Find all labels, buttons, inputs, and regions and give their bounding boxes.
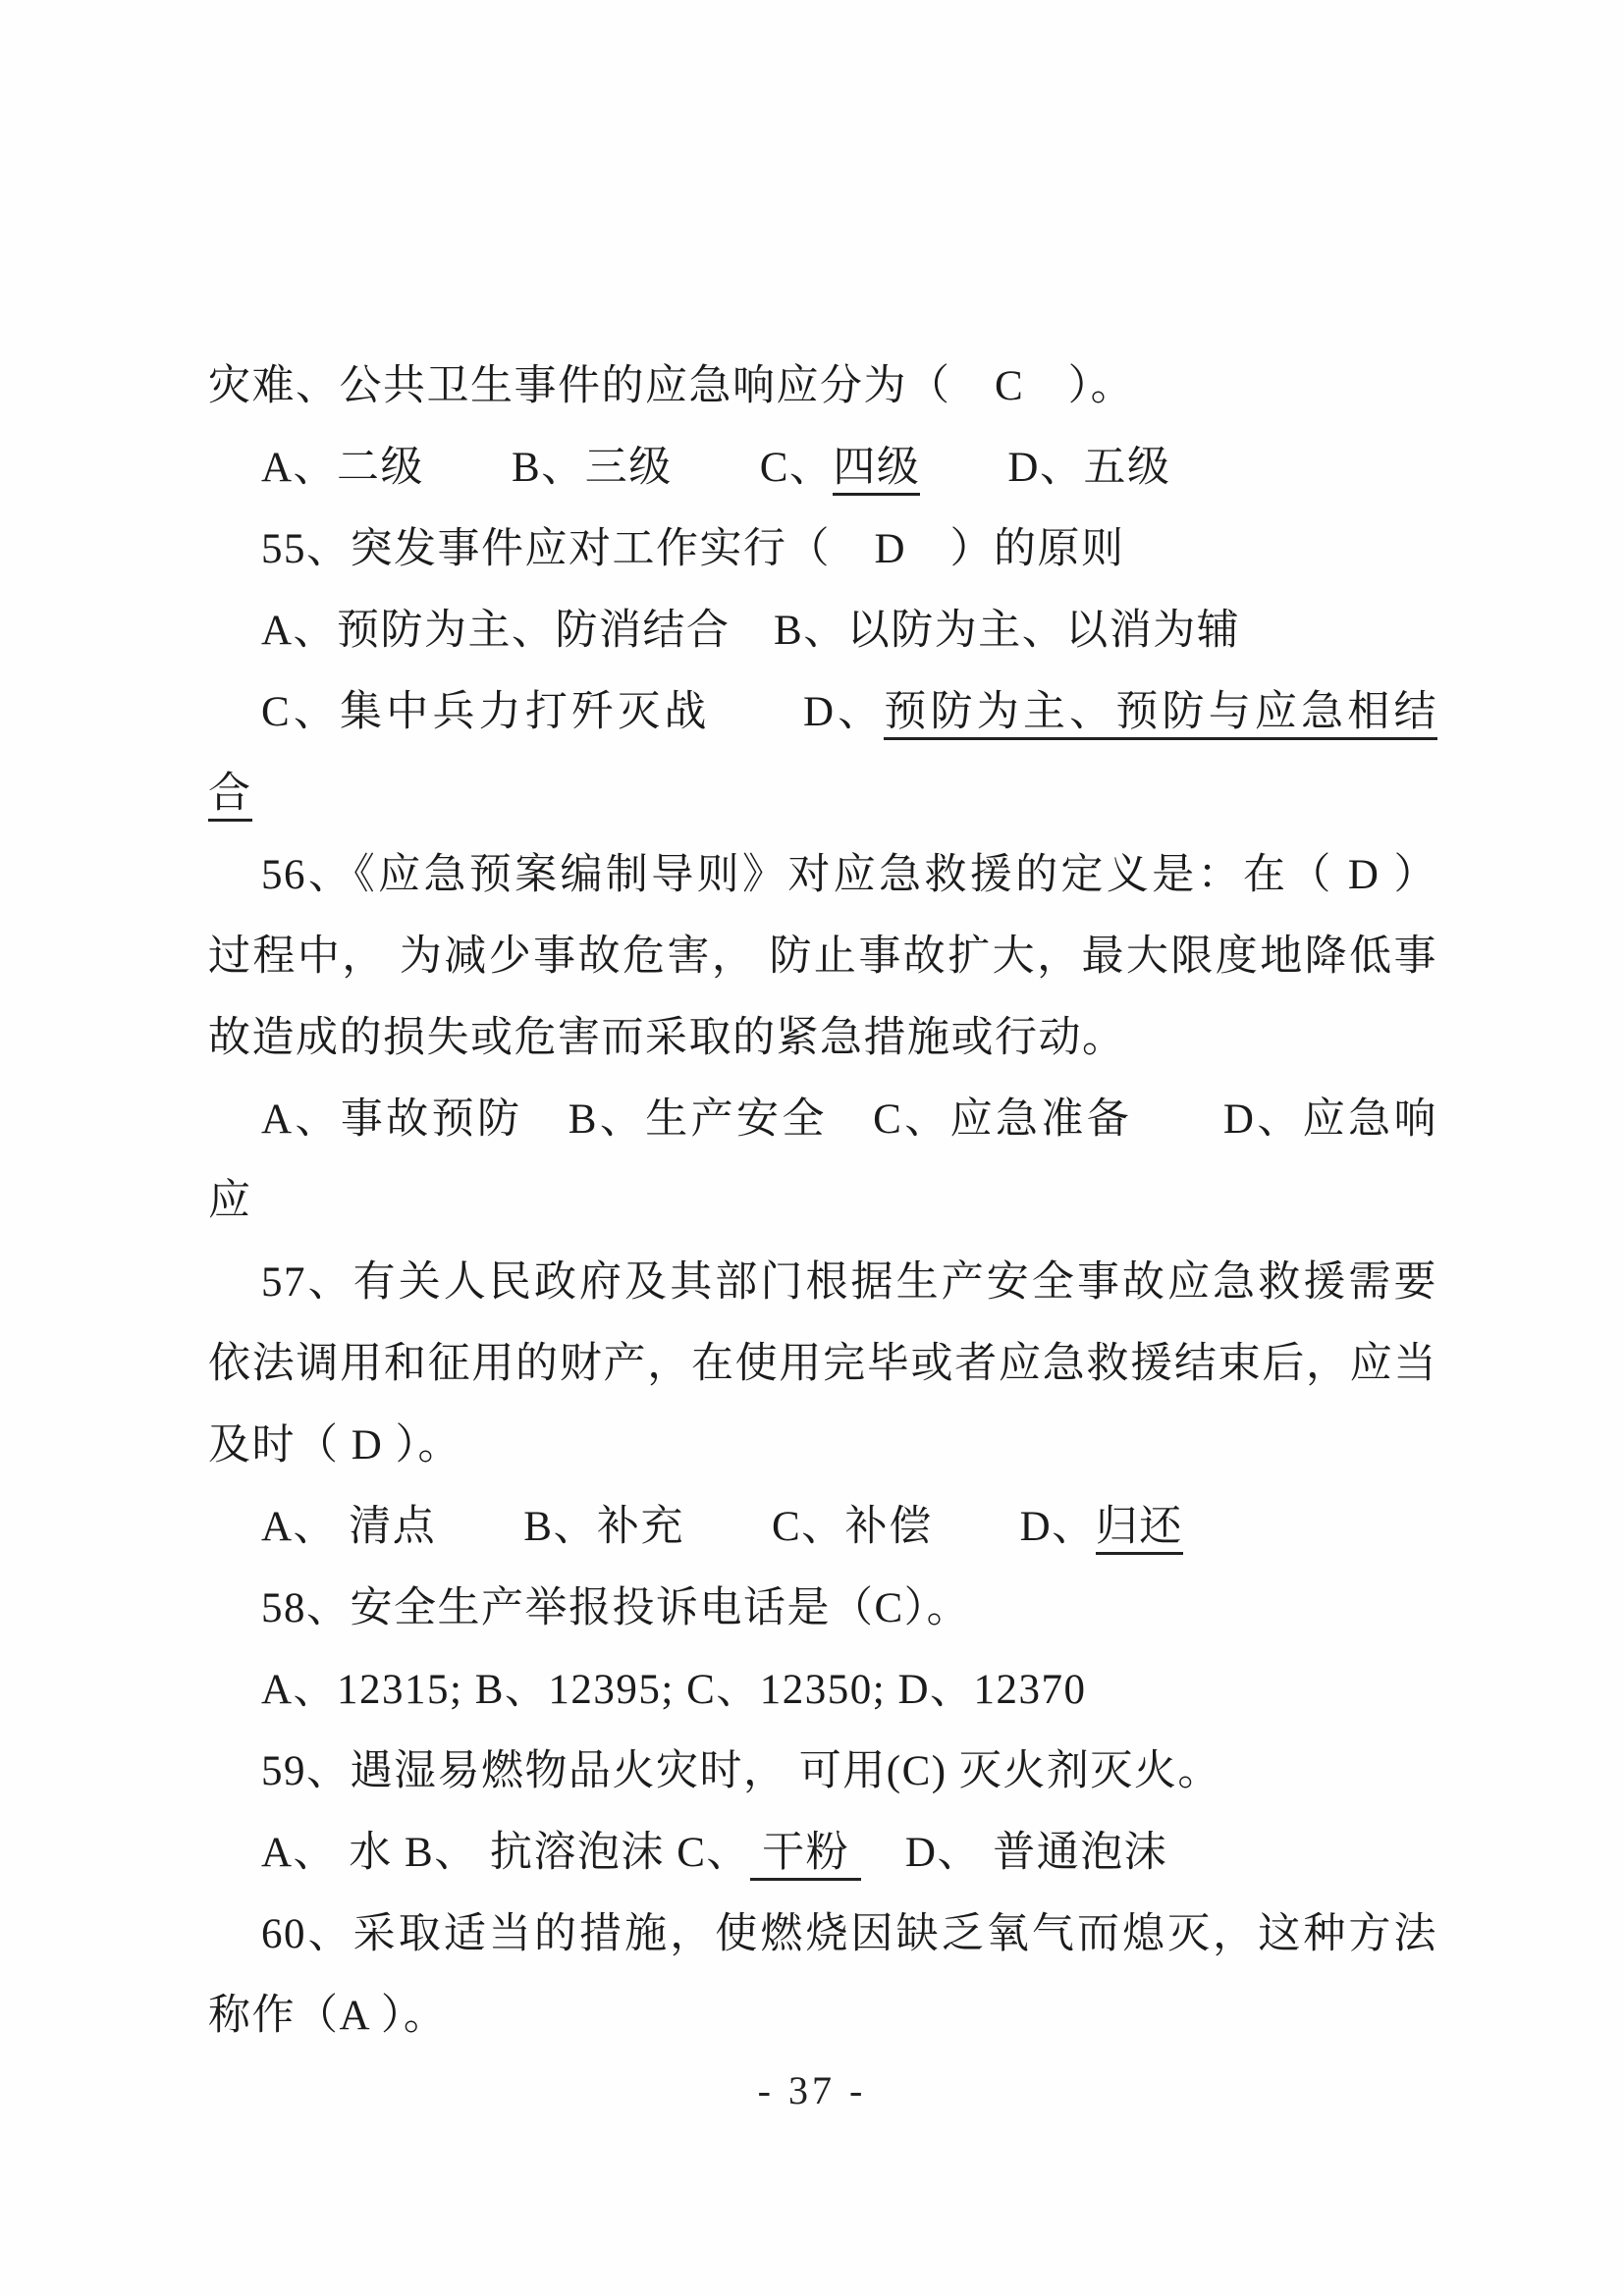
text-segment: 过程中， 为减少事故危害， 防止事故扩大，最大限度地降低事 xyxy=(208,934,1437,980)
q57-stem-line xyxy=(208,1242,1437,1323)
underlined-answer: 干粉 xyxy=(750,1830,862,1881)
q57-stem-line-2 xyxy=(208,1323,1437,1405)
q60-stem-line xyxy=(208,1894,1437,1975)
text-segment: 55、突发事件应对工作实行（ D ）的原则 xyxy=(261,526,1125,572)
q56-stem-line xyxy=(208,834,1437,916)
text-segment: 59、遇湿易燃物品火灾时， 可用(C) 灭火剂灭火。 xyxy=(261,1748,1221,1794)
text-segment: A、 水 B、 抗溶泡沫 C、 xyxy=(261,1830,750,1876)
underlined-answer: 归还 xyxy=(1096,1504,1183,1555)
q58-options-line xyxy=(208,1649,1437,1731)
text-segment: 57、有关人民政府及其部门根据生产安全事故应急救援需要 xyxy=(261,1259,1437,1306)
q55-stem-line xyxy=(208,508,1437,590)
text-segment: D、 普通泡沫 xyxy=(861,1830,1168,1876)
q56-options-wrap-line xyxy=(208,1160,1437,1242)
text-segment: 依法调用和征用的财产，在使用完毕或者应急救援结束后，应当 xyxy=(208,1341,1437,1387)
text-segment: D、五级 xyxy=(920,445,1171,491)
text-segment: 故造成的损失或危害而采取的紧急措施或行动。 xyxy=(208,1015,1126,1061)
q54-options-line xyxy=(208,427,1437,508)
q55-options-ab-line xyxy=(208,590,1437,671)
q60-stem-line-2 xyxy=(208,1975,1437,2056)
underlined-answer: 预防为主、预防与应急相结 xyxy=(884,689,1437,740)
text-segment: A、事故预防 B、生产安全 C、应急准备 D、应急响 xyxy=(261,1096,1437,1143)
q57-options-line xyxy=(208,1486,1437,1568)
text-segment: 60、采取适当的措施，使燃烧因缺乏氧气而熄灭，这种方法 xyxy=(261,1911,1437,1957)
q55-options-cd-line xyxy=(208,671,1437,753)
text-segment: 56、《应急预案编制导则》对应急救援的定义是：在（ D ） xyxy=(261,852,1437,898)
text-segment: 58、安全生产举报投诉电话是（C）。 xyxy=(261,1585,971,1631)
underlined-answer: 四级 xyxy=(833,445,920,496)
underlined-answer: 合 xyxy=(208,771,252,822)
text-segment: A、预防为主、防消结合 B、以防为主、以消为辅 xyxy=(261,608,1241,654)
q58-stem-line xyxy=(208,1568,1437,1649)
q55-answer-wrap-line xyxy=(208,753,1437,834)
text-segment: A、二级 B、三级 C、 xyxy=(261,445,834,491)
q59-stem-line xyxy=(208,1731,1437,1812)
text-segment: 及时（ D ）。 xyxy=(208,1422,462,1468)
q56-options-line xyxy=(208,1079,1437,1160)
text-segment: C、集中兵力打歼灭战 D、 xyxy=(261,689,885,735)
text-segment: 应 xyxy=(208,1178,252,1224)
document-text-block xyxy=(208,346,1437,2056)
q54-stem-tail-line xyxy=(208,346,1437,427)
q57-stem-line-3 xyxy=(208,1405,1437,1486)
text-segment: 灾难、公共卫生事件的应急响应分为（ C ）。 xyxy=(208,363,1135,409)
page-number: - 37 - xyxy=(757,2068,867,2112)
text-segment: 称作（A ）。 xyxy=(208,1993,448,2039)
text-segment: A、12315; B、12395; C、12350; D、12370 xyxy=(261,1667,1087,1713)
q59-options-line xyxy=(208,1812,1437,1894)
q56-stem-line-2 xyxy=(208,916,1437,997)
text-segment: A、 清点 B、补充 C、补偿 D、 xyxy=(261,1504,1096,1550)
q56-stem-line-3 xyxy=(208,997,1437,1079)
